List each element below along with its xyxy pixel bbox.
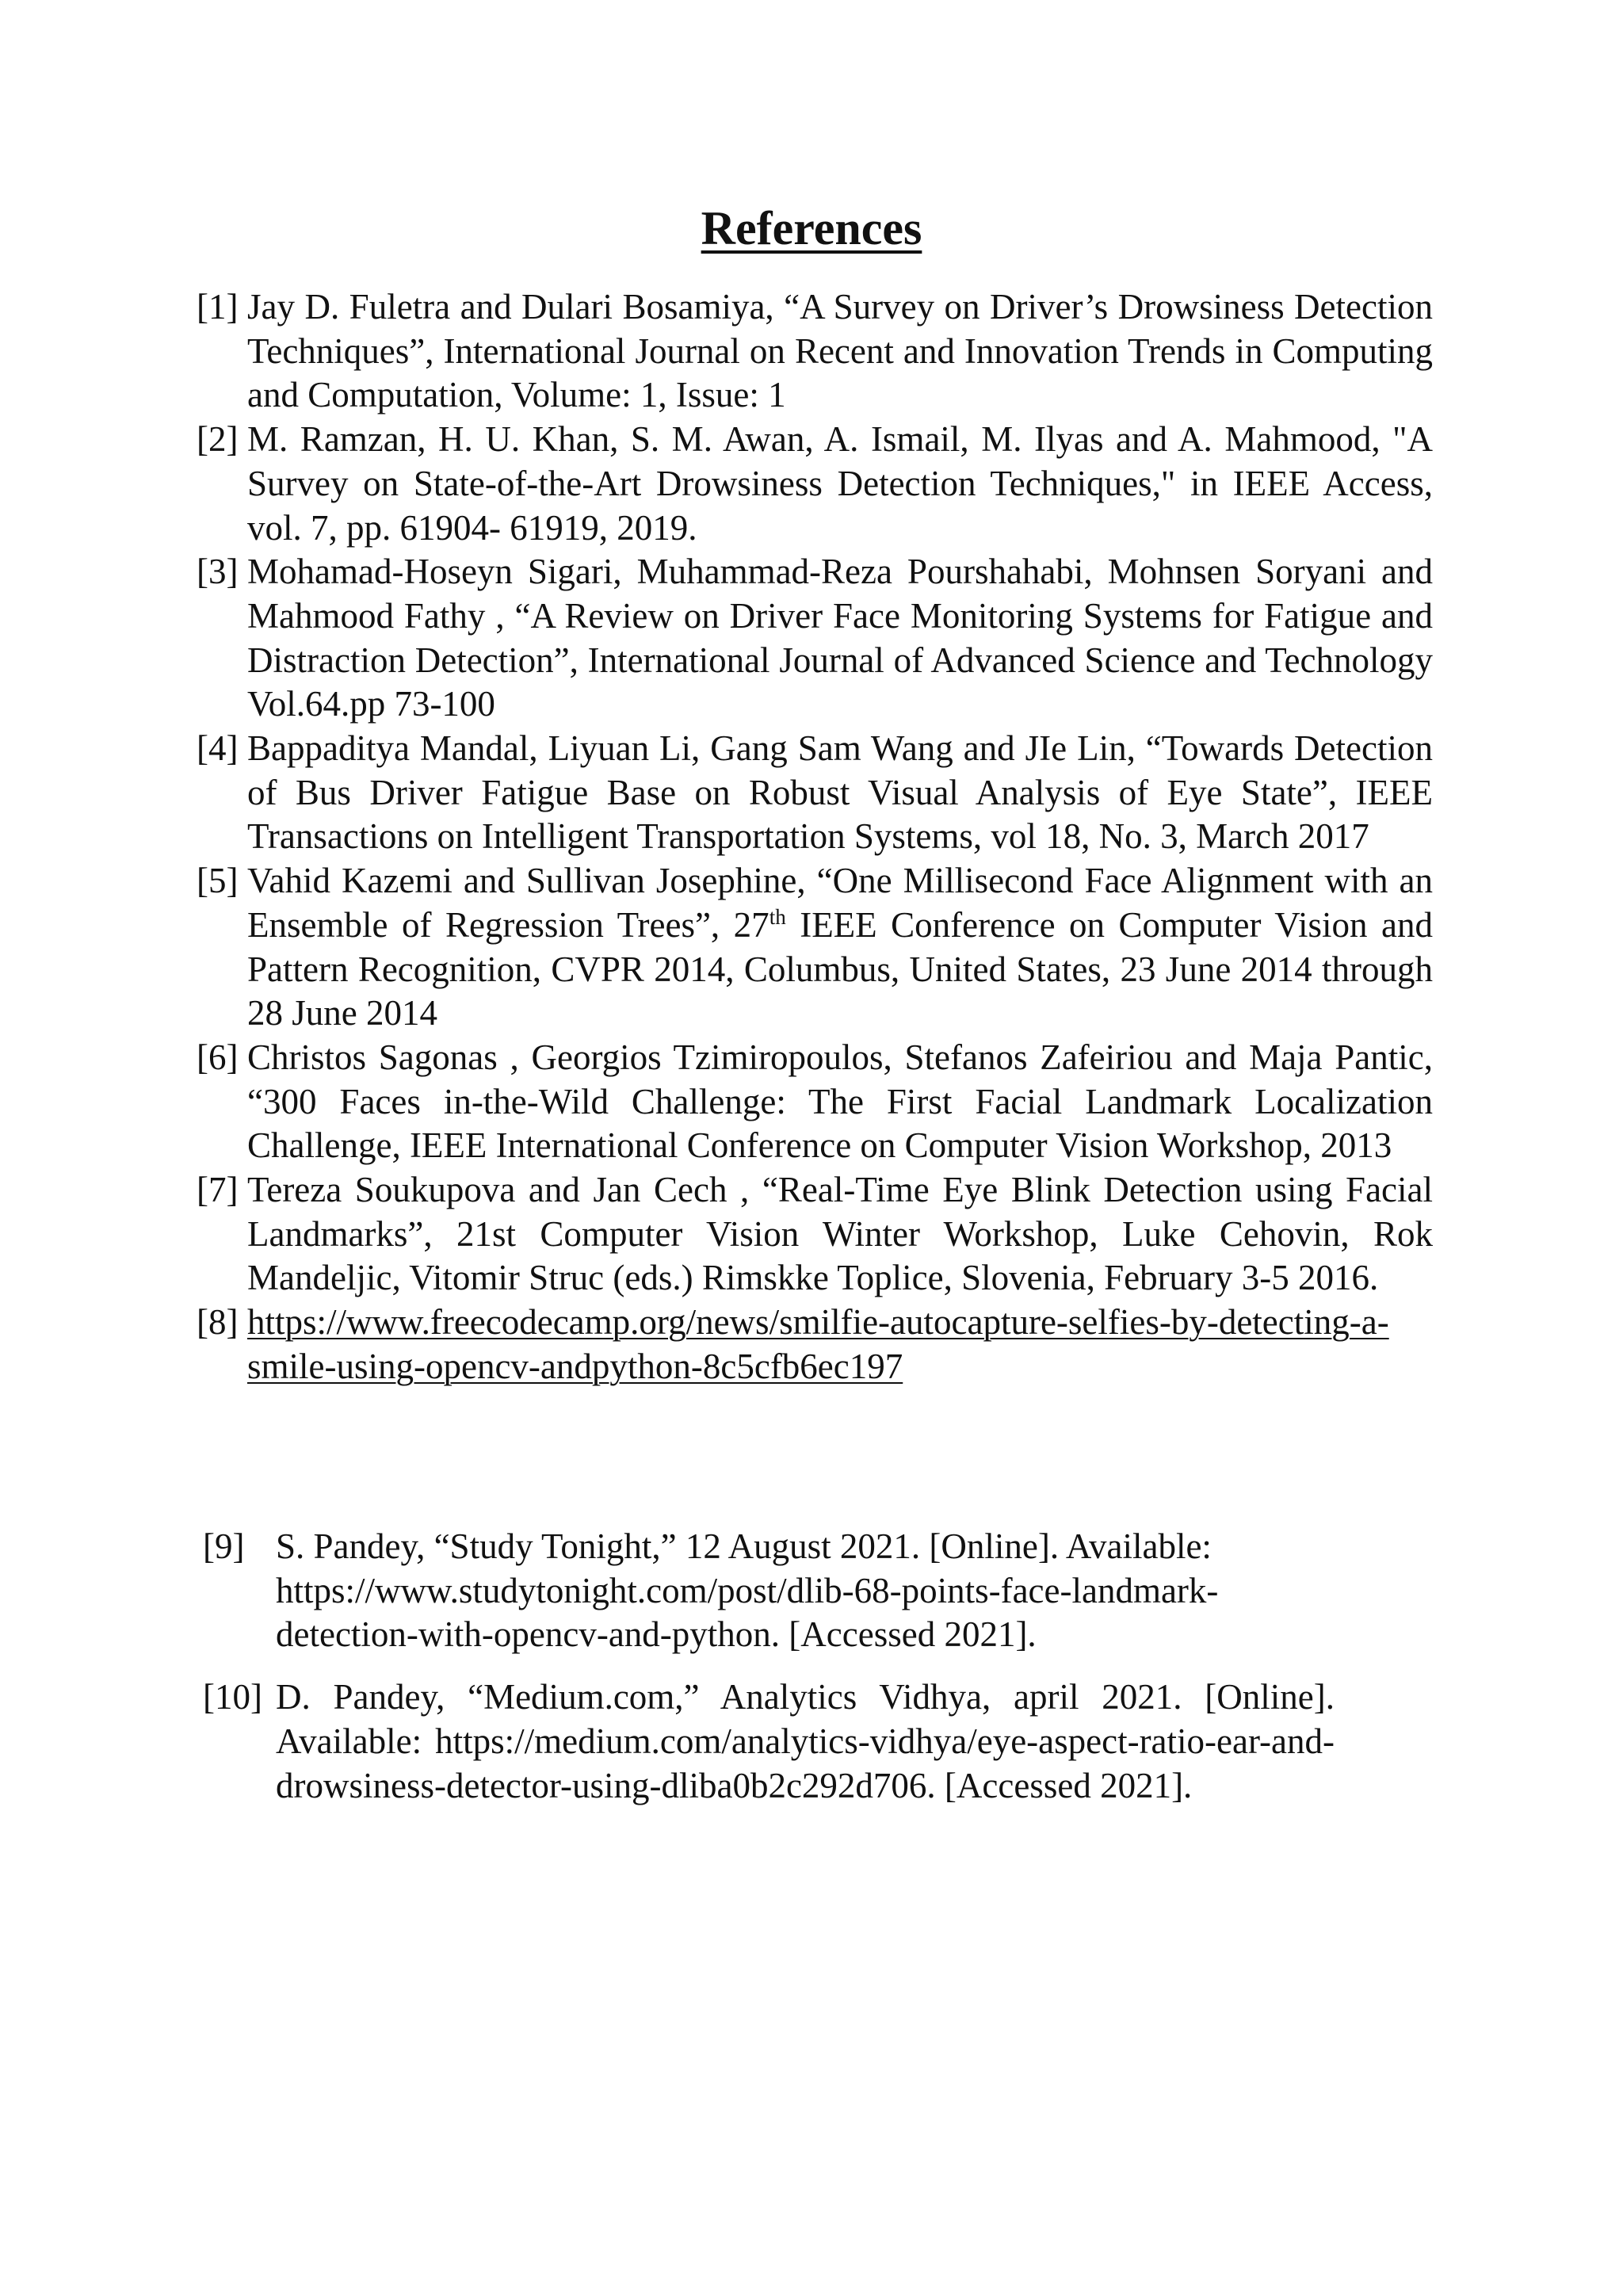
reference-number: [7] [197, 1170, 239, 1210]
reference-text: Bappaditya Mandal, Liyuan Li, Gang Sam Wang and JIe Lin, “Towards Detection of Bus Driver Fatigue Base on Robust Visual Analysis of Eye State”, IEEE Transactions on Intelligent Transportation Systems, vol 18, No. 3, March 2017 [247, 728, 1433, 857]
reference-link[interactable]: https://www.freecodecamp.org/news/smilfie-autocapture-selfies-by-detecting-a-smile-using-opencv-andpython-8c5cfb6ec197 [247, 1302, 1389, 1386]
reference-text: M. Ramzan, H. U. Khan, S. M. Awan, A. Ismail, M. Ilyas and A. Mahmood, "A Survey on State-of-the-Art Drowsiness Detection Techniques," in IEEE Access, vol. 7, pp. 61904- 61919, 2019. [247, 419, 1433, 548]
reference-item [197, 1036, 1433, 1168]
reference-number: [5] [197, 861, 239, 901]
reference-list-continued [203, 1525, 1335, 1808]
reference-text [247, 859, 1433, 1036]
reference-item [197, 1301, 1433, 1389]
reference-text: Christos Sagonas , Georgios Tzimiropoulos, Stefanos Zafeiriou and Maja Pantic, “300 Faces in-the-Wild Challenge: The First Facial Landmark Localization Challenge, IEEE International Conference on Computer Vision Workshop, 2013 [247, 1037, 1433, 1166]
reference-number: [4] [197, 728, 239, 769]
reference-number: [2] [197, 419, 239, 460]
reference-number: [6] [197, 1037, 239, 1077]
reference-number: [10] [203, 1677, 262, 1717]
reference-text: D. Pandey, “Medium.com,” Analytics Vidhya, april 2021. [Online]. Available: https://medium.com/analytics-vidhya/eye-aspect-ratio-ear-and-drowsiness-detector-using-dliba0b2c292d706. [Accessed 2021]. [276, 1677, 1335, 1805]
reference-item [203, 1525, 1335, 1657]
reference-text-part: IEEE Conference on Computer Vision and Pattern Recognition, CVPR 2014, Columbus, United States, 23 June 2014 through 28 June 2014 [247, 904, 1433, 1033]
reference-text-part: Vahid Kazemi and Sullivan Josephine, “One Millisecond Face Alignment with an Ensemble of Regression Trees”, 27 [247, 861, 1433, 945]
ordinal-superscript: th [769, 904, 786, 929]
reference-item [197, 727, 1433, 859]
reference-list [197, 285, 1433, 1389]
reference-number: [8] [197, 1302, 239, 1343]
reference-item [197, 285, 1433, 418]
reference-text: Mohamad-Hoseyn Sigari, Muhammad-Reza Pourshahabi, Mohnsen Soryani and Mahmood Fathy , “A Review on Driver Face Monitoring Systems for Fatigue and Distraction Detection”, International Journal of Advanced Science and Technology Vol.64.pp 73-100 [247, 552, 1433, 724]
reference-item [197, 418, 1433, 550]
reference-item [203, 1675, 1335, 1808]
reference-text: S. Pandey, “Study Tonight,” 12 August 2021. [Online]. Available: https://www.studytonight.com/post/dlib-68-points-face-landmark-detection-with-opencv-and-python. [Accessed 2021]. [276, 1526, 1219, 1655]
reference-number: [9] [203, 1526, 245, 1566]
page-title-text: References [701, 202, 922, 254]
reference-item [197, 1168, 1433, 1301]
reference-number: [1] [197, 287, 239, 327]
reference-text [247, 1301, 1433, 1389]
page-title [0, 197, 1623, 260]
reference-text: Tereza Soukupova and Jan Cech , “Real-Time Eye Blink Detection using Facial Landmarks”, 21st Computer Vision Winter Workshop, Luke Cehovin, Rok Mandeljic, Vitomir Struc (eds.) Rimskke Toplice, Slovenia, February 3-5 2016. [247, 1170, 1433, 1298]
reference-item [197, 550, 1433, 727]
reference-text: Jay D. Fuletra and Dulari Bosamiya, “A Survey on Driver’s Drowsiness Detection Techniques”, International Journal on Recent and Innovation Trends in Computing and Computation, Volume: 1, Issue: 1 [247, 287, 1433, 415]
reference-number: [3] [197, 552, 239, 592]
reference-item [197, 859, 1433, 1036]
